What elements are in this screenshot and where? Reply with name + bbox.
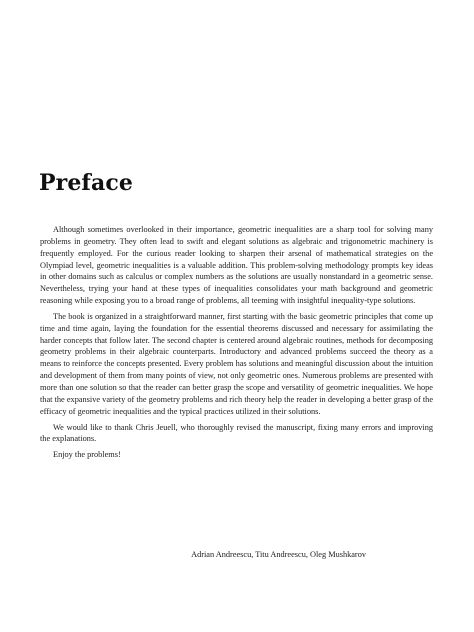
paragraph-closing: Enjoy the problems! bbox=[53, 450, 121, 460]
page-title: Preface bbox=[39, 170, 133, 196]
paragraph-organization: The book is organized in a straightforward manner, first starting with the basic geometric principles that come up time and time again, laying the foundation for the essential theorems discussed and necessary for assimilating the harder concepts that follow later. The second chapter is centered around algebraic routines, methods for decomposing geometry problems in their algebraic counterparts. Introductory and advanced problems succeed the theory as a means to reinforce the concepts presented. Every problem has solutions and meaningful discussion about the intuition and development of them from many points of view, not only geometric ones. Numerous problems are presented with more than one solution so that the reader can better grasp the scope and versatility of geometric inequalities. We hope that the expansive variety of the geometry problems and rich theory help the reader in developing a better grasp of the efficacy of geometric inequalities and the typical practices utilized in their solutions. bbox=[40, 311, 433, 416]
paragraph-acknowledgment: We would like to thank Chris Jeuell, who thoroughly revised the manuscript, fixing many errors and improving the explanations. bbox=[40, 422, 433, 444]
authors-signature: Adrian Andreescu, Titu Andreescu, Oleg Mushkarov bbox=[191, 550, 366, 559]
paragraph-intro: Although sometimes overlooked in their importance, geometric inequalities are a sharp tool for solving many problems in geometry. They often lead to swift and elegant solutions as algebraic and trigonometric machinery is frequently employed. For the curious reader looking to sharpen their arsenal of mathematical strategies on the Olympiad level, geometric inequalities is a valuable addition. This problem-solving methodology prompts key ideas in other domains such as calculus or complex numbers as the solutions are usually nonstandard in a geometric sense. Nevertheless, trying your hand at these types of inequalities consolidates your math background and geometric reasoning while exposing you to a broad range of problems, all teeming with insightful inequality-type solutions. bbox=[40, 225, 433, 306]
preface-body bbox=[40, 224, 433, 465]
